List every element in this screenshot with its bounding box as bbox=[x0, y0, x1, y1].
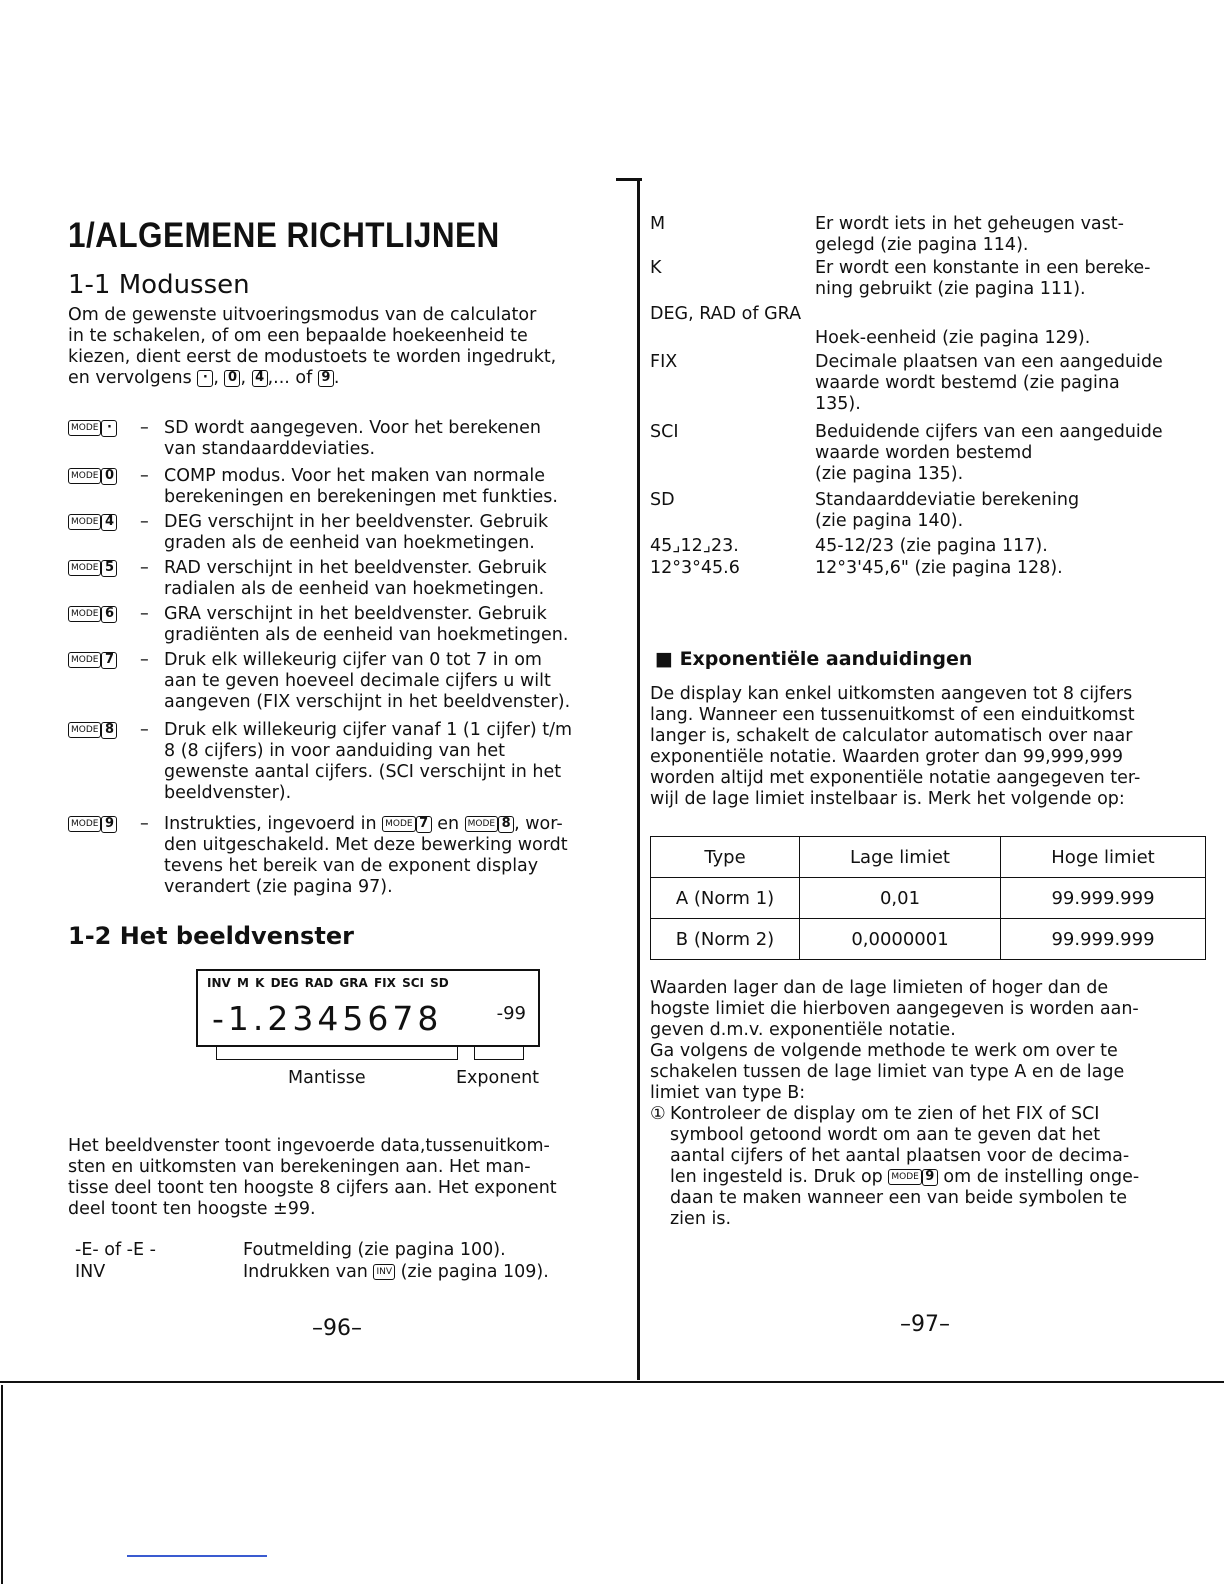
mode-key-icon: MODE bbox=[68, 514, 101, 530]
after-line: schakelen tussen de lage limiet van type A en de lage bbox=[650, 1062, 1125, 1082]
mode-desc-line: van standaarddeviaties. bbox=[164, 439, 376, 459]
after-line: limiet van type B: bbox=[650, 1083, 806, 1103]
key-point-icon: · bbox=[197, 370, 213, 387]
def-term: SD bbox=[650, 490, 675, 510]
step-line: Kontroleer de display om te zien of het FIX of SCI bbox=[670, 1104, 1100, 1124]
para-line: tisse deel toont ten hoogste 8 cijfers aan. Het exponent bbox=[68, 1178, 557, 1198]
table-row bbox=[651, 878, 1206, 919]
separator: , bbox=[213, 368, 225, 388]
mode-key-icon: MODE bbox=[68, 420, 101, 436]
table-cell: 99.999.999 bbox=[1001, 878, 1206, 919]
exponent-label: Exponent bbox=[456, 1068, 540, 1088]
def-term: DEG, RAD of GRA bbox=[650, 304, 802, 324]
mode-desc-line: RAD verschijnt in het beeldvenster. Gebruik bbox=[164, 558, 547, 578]
key-5-icon: 5 bbox=[101, 560, 117, 577]
step-line: len ingesteld is. Druk op bbox=[670, 1167, 883, 1187]
mode-desc-line: beeldvenster). bbox=[164, 783, 292, 803]
inv-def-term: INV bbox=[75, 1262, 106, 1282]
intro-line: kiezen, dient eerst de modustoets te worden ingedrukt, bbox=[68, 347, 557, 367]
dash: – bbox=[140, 814, 149, 834]
display-paragraph bbox=[68, 1136, 628, 1220]
spine-top-bar bbox=[616, 178, 642, 181]
table-cell: 0,0000001 bbox=[800, 919, 1001, 960]
mode-keys bbox=[68, 418, 117, 439]
mode-key-icon: MODE bbox=[68, 652, 101, 668]
table-header: Hoge limiet bbox=[1001, 837, 1206, 878]
separator: , bbox=[240, 368, 252, 388]
step-line-end: om de instelling onge- bbox=[943, 1167, 1140, 1187]
dash: – bbox=[140, 466, 149, 486]
step-1 bbox=[650, 1104, 1210, 1230]
def-line: (zie pagina 140). bbox=[815, 511, 964, 531]
table-cell: 0,01 bbox=[800, 878, 1001, 919]
exponent-heading: ■ Exponentiële aanduidingen bbox=[655, 648, 973, 670]
def-line: waarde worden bestemd bbox=[815, 443, 1033, 463]
mantissa-label: Mantisse bbox=[288, 1068, 366, 1088]
expo-line: exponentiële notatie. Waarden groter dan 99,999,999 bbox=[650, 747, 1124, 767]
step-line: zien is. bbox=[670, 1209, 732, 1229]
mode-key-icon: MODE bbox=[68, 560, 101, 576]
dash: – bbox=[140, 512, 149, 532]
para-line: Het beeldvenster toont ingevoerde data,tussenuitkom- bbox=[68, 1136, 550, 1156]
key-8-icon: 8 bbox=[498, 816, 514, 833]
intro-line-keys bbox=[68, 368, 628, 389]
mode-desc-line: SD wordt aangegeven. Voor het berekenen bbox=[164, 418, 541, 438]
mode-keys bbox=[68, 512, 117, 533]
mode-desc-line: den uitgeschakeld. Met deze bewerking wordt bbox=[164, 835, 568, 855]
table-cell: A (Norm 1) bbox=[651, 878, 800, 919]
mode-key-icon: MODE bbox=[68, 722, 101, 738]
table-row bbox=[651, 919, 1206, 960]
separator: ,... of bbox=[267, 368, 318, 388]
exponent-bracket bbox=[474, 1045, 524, 1060]
mode-key-icon: MODE bbox=[68, 606, 101, 622]
mode-desc-line: gradiënten als de eenheid van hoekmetingen. bbox=[164, 625, 569, 645]
mode-key-icon: MODE bbox=[382, 816, 415, 832]
mode-keys bbox=[68, 650, 117, 671]
def-line: Standaarddeviatie berekening bbox=[815, 490, 1080, 510]
key-8-icon: 8 bbox=[101, 722, 117, 739]
para-line: deel toont ten hoogste ±99. bbox=[68, 1199, 316, 1219]
def-line: 135). bbox=[815, 394, 861, 414]
error-def-term: -E- of -E - bbox=[75, 1240, 156, 1260]
inv-def-desc bbox=[243, 1262, 549, 1283]
mode-key-icon: MODE bbox=[888, 1169, 921, 1185]
def-term: 12°3°45.6 bbox=[650, 558, 740, 578]
def-line: gelegd (zie pagina 114). bbox=[815, 235, 1029, 255]
key-0-icon: 0 bbox=[224, 370, 240, 387]
step-line-keys bbox=[670, 1167, 1210, 1188]
step-line: daan te maken wanneer een van beide symbolen te bbox=[670, 1188, 1127, 1208]
after-table-paragraph bbox=[650, 978, 1210, 1104]
expo-line: wijl de lage limiet instelbaar is. Merk het volgende op: bbox=[650, 789, 1125, 809]
table-cell: B (Norm 2) bbox=[651, 919, 800, 960]
key-4-icon: 4 bbox=[252, 370, 268, 387]
def-term: SCI bbox=[650, 422, 679, 442]
key-9-icon: 9 bbox=[318, 370, 334, 387]
mantissa-bracket bbox=[216, 1045, 458, 1060]
table-header: Lage limiet bbox=[800, 837, 1001, 878]
exponent-paragraph bbox=[650, 684, 1210, 810]
after-line: hogste limiet die hierboven aangegeven is worden aan- bbox=[650, 999, 1139, 1019]
inv-desc-text: Indrukken van bbox=[243, 1262, 368, 1282]
blue-underline bbox=[127, 1555, 267, 1557]
lcd-display bbox=[196, 969, 540, 1047]
intro-line: in te schakelen, of om een bepaalde hoekeenheid te bbox=[68, 326, 528, 346]
mode-keys bbox=[68, 466, 117, 487]
key-6-icon: 6 bbox=[101, 606, 117, 623]
mode-desc-line: GRA verschijnt in het beeldvenster. Gebruik bbox=[164, 604, 547, 624]
def-line: Decimale plaatsen van een aangeduide bbox=[815, 352, 1163, 372]
mode-desc-line: gewenste aantal cijfers. (SCI verschijnt in het bbox=[164, 762, 562, 782]
page-title: 1/ALGEMENE RICHTLIJNEN bbox=[68, 216, 500, 255]
mode-desc-line: verandert (zie pagina 97). bbox=[164, 877, 393, 897]
section-heading-modussen: 1-1 Modussen bbox=[68, 270, 250, 300]
limits-table bbox=[650, 836, 1206, 960]
mode-desc-line: Druk elk willekeurig cijfer van 0 tot 7 in om bbox=[164, 650, 542, 670]
bottom-border bbox=[0, 1381, 1224, 1383]
def-term: M bbox=[650, 214, 666, 234]
dash: – bbox=[140, 418, 149, 438]
def-line: Hoek-eenheid (zie pagina 129). bbox=[815, 328, 1091, 348]
error-def-desc: Foutmelding (zie pagina 100). bbox=[243, 1240, 506, 1260]
mode-desc-line: tevens het bereik van de exponent display bbox=[164, 856, 539, 876]
step-line: aantal cijfers of het aantal plaatsen voor de decima- bbox=[670, 1146, 1130, 1166]
def-line: Er wordt iets in het geheugen vast- bbox=[815, 214, 1124, 234]
key-9-icon: 9 bbox=[922, 1169, 938, 1186]
def-line: 12°3'45,6" (zie pagina 128). bbox=[815, 558, 1063, 578]
dash: – bbox=[140, 558, 149, 578]
inv-desc-text: (zie pagina 109). bbox=[400, 1262, 549, 1282]
def-term: 45⌟12⌟23. bbox=[650, 536, 739, 556]
mode-desc-line: Instrukties, ingevoerd in bbox=[164, 814, 377, 834]
page-number-right: –97– bbox=[900, 1312, 950, 1337]
mode-desc-line-keys bbox=[164, 814, 628, 835]
mode-desc-line: DEG verschijnt in her beeldvenster. Gebruik bbox=[164, 512, 549, 532]
key-9-icon: 9 bbox=[101, 816, 117, 833]
line-end: , wor- bbox=[514, 814, 563, 834]
mode-desc-line: aan te geven hoeveel decimale cijfers u wilt bbox=[164, 671, 551, 691]
mode-desc-line: aangeven (FIX verschijnt in het beeldvenster). bbox=[164, 692, 571, 712]
key-7-icon: 7 bbox=[101, 652, 117, 669]
def-term: K bbox=[650, 258, 662, 278]
mode-desc-line: berekeningen en berekeningen met funkties. bbox=[164, 487, 558, 507]
after-line: geven d.m.v. exponentiële notatie. bbox=[650, 1020, 956, 1040]
def-line: 45-12/23 (zie pagina 117). bbox=[815, 536, 1048, 556]
key-7-icon: 7 bbox=[416, 816, 432, 833]
mode-key-icon: MODE bbox=[68, 468, 101, 484]
step-line: symbool getoond wordt om aan te geven dat het bbox=[670, 1125, 1101, 1145]
mode-desc-line: Druk elk willekeurig cijfer vanaf 1 (1 cijfer) t/m bbox=[164, 720, 573, 740]
key-0-icon: 0 bbox=[101, 468, 117, 485]
mode-keys bbox=[68, 558, 117, 579]
expo-line: De display kan enkel uitkomsten aangeven tot 8 cijfers bbox=[650, 684, 1133, 704]
spine-line bbox=[637, 180, 640, 1380]
key-point-icon: · bbox=[101, 420, 117, 437]
left-margin-line bbox=[1, 1385, 3, 1584]
dash: – bbox=[140, 604, 149, 624]
page-number-left: –96– bbox=[312, 1316, 362, 1341]
mode-keys bbox=[68, 814, 117, 835]
expo-line: worden altijd met exponentiële notatie aangegeven ter- bbox=[650, 768, 1141, 788]
mode-desc-line: 8 (8 cijfers) in voor aanduiding van het bbox=[164, 741, 506, 761]
table-cell: 99.999.999 bbox=[1001, 919, 1206, 960]
lcd-indicators: INV M K DEG RAD GRA FIX SCI SD bbox=[207, 976, 449, 990]
after-line: Ga volgens de volgende methode te werk om over te bbox=[650, 1041, 1118, 1061]
mode-key-icon: MODE bbox=[68, 816, 101, 832]
para-line: sten en uitkomsten van berekeningen aan. Het man- bbox=[68, 1157, 531, 1177]
expo-line: langer is, schakelt de calculator automatisch over naar bbox=[650, 726, 1133, 746]
mode-keys bbox=[68, 604, 117, 625]
def-line: (zie pagina 135). bbox=[815, 464, 964, 484]
def-term: FIX bbox=[650, 352, 678, 372]
lcd-exponent: -99 bbox=[496, 1003, 526, 1024]
dash: – bbox=[140, 720, 149, 740]
table-header: Type bbox=[651, 837, 800, 878]
lcd-mantissa: -1.2345678 bbox=[212, 999, 443, 1038]
inv-key-icon: INV bbox=[373, 1264, 395, 1280]
after-line: Waarden lager dan de lage limieten of hoger dan de bbox=[650, 978, 1109, 998]
step-marker: ① bbox=[650, 1104, 666, 1124]
mode-desc-line: COMP modus. Voor het maken van normale bbox=[164, 466, 545, 486]
def-line: ning gebruikt (zie pagina 111). bbox=[815, 279, 1086, 299]
intro-paragraph bbox=[68, 305, 628, 389]
intro-line: Om de gewenste uitvoeringsmodus van de calculator bbox=[68, 305, 537, 325]
def-line: Beduidende cijfers van een aangeduide bbox=[815, 422, 1163, 442]
conjunction: en bbox=[437, 814, 460, 834]
mode-key-icon: MODE bbox=[465, 816, 498, 832]
mode-keys bbox=[68, 720, 117, 741]
intro-line: en vervolgens bbox=[68, 368, 192, 388]
def-line: Er wordt een konstante in een bereke- bbox=[815, 258, 1151, 278]
key-4-icon: 4 bbox=[101, 514, 117, 531]
section-heading-beeldvenster: 1-2 Het beeldvenster bbox=[68, 922, 354, 950]
def-line: waarde wordt bestemd (zie pagina bbox=[815, 373, 1120, 393]
mode-desc-line: radialen als de eenheid van hoekmetingen. bbox=[164, 579, 545, 599]
expo-line: lang. Wanneer een tussenuitkomst of een einduitkomst bbox=[650, 705, 1135, 725]
separator: . bbox=[333, 368, 340, 388]
mode-desc-line: graden als de eenheid van hoekmetingen. bbox=[164, 533, 535, 553]
dash: – bbox=[140, 650, 149, 670]
table-header-row bbox=[651, 837, 1206, 878]
